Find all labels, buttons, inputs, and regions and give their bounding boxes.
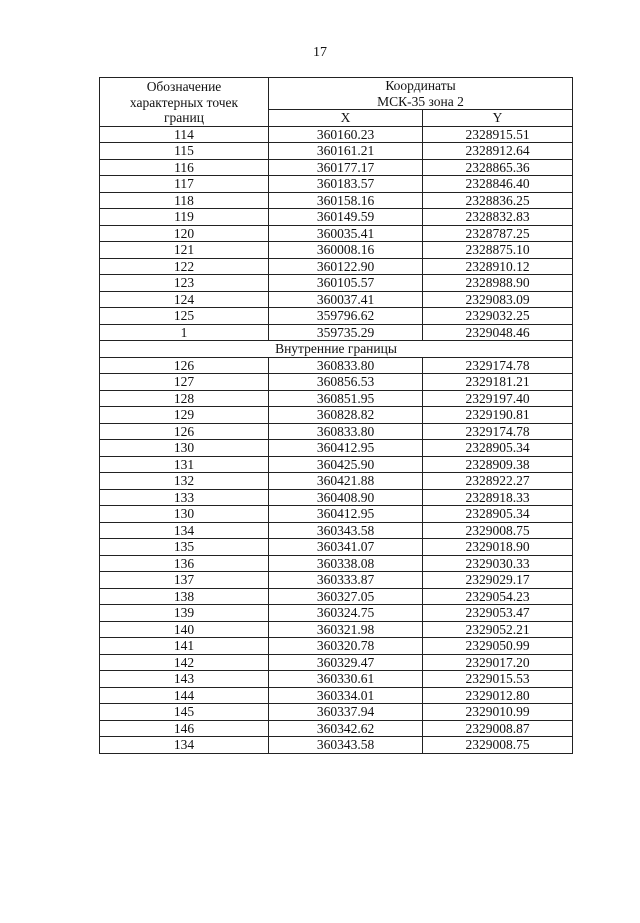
y-cell: 2329017.20 <box>423 654 573 671</box>
table-row <box>100 605 573 622</box>
y-cell: 2328909.38 <box>423 456 573 473</box>
x-cell: 360342.62 <box>269 720 423 737</box>
y-cell: 2328865.36 <box>423 159 573 176</box>
point-id-cell: 126 <box>100 357 269 374</box>
table-row <box>100 242 573 259</box>
point-id-cell: 129 <box>100 407 269 424</box>
point-id-cell: 136 <box>100 555 269 572</box>
coords-header <box>269 78 573 110</box>
point-id-cell: 137 <box>100 572 269 589</box>
point-id-cell: 140 <box>100 621 269 638</box>
y-cell: 2328846.40 <box>423 176 573 193</box>
point-id-cell: 130 <box>100 506 269 523</box>
x-cell: 360408.90 <box>269 489 423 506</box>
x-cell: 360412.95 <box>269 506 423 523</box>
point-id-cell: 124 <box>100 291 269 308</box>
table-row <box>100 506 573 523</box>
table-row <box>100 126 573 143</box>
point-id-cell: 117 <box>100 176 269 193</box>
table-row <box>100 291 573 308</box>
point-id-cell: 125 <box>100 308 269 325</box>
point-id-cell: 127 <box>100 374 269 391</box>
x-cell: 360008.16 <box>269 242 423 259</box>
table-row <box>100 638 573 655</box>
table-row <box>100 671 573 688</box>
y-cell: 2329029.17 <box>423 572 573 589</box>
y-cell: 2329174.78 <box>423 423 573 440</box>
x-cell: 360330.61 <box>269 671 423 688</box>
y-cell: 2328915.51 <box>423 126 573 143</box>
x-cell: 360338.08 <box>269 555 423 572</box>
table-row <box>100 588 573 605</box>
y-cell: 2329083.09 <box>423 291 573 308</box>
point-id-cell: 1 <box>100 324 269 341</box>
y-cell: 2329190.81 <box>423 407 573 424</box>
table-row <box>100 456 573 473</box>
x-cell: 360333.87 <box>269 572 423 589</box>
point-id-cell: 138 <box>100 588 269 605</box>
table-row <box>100 209 573 226</box>
x-cell: 360324.75 <box>269 605 423 622</box>
x-cell: 359735.29 <box>269 324 423 341</box>
point-id-cell: 123 <box>100 275 269 292</box>
point-id-cell: 118 <box>100 192 269 209</box>
point-id-cell: 115 <box>100 143 269 160</box>
point-id-cell: 141 <box>100 638 269 655</box>
table-row <box>100 555 573 572</box>
x-cell: 360343.58 <box>269 737 423 754</box>
point-id-cell: 145 <box>100 704 269 721</box>
x-cell: 360035.41 <box>269 225 423 242</box>
point-label-line-2: характерных точек <box>129 94 239 110</box>
y-cell: 2329174.78 <box>423 357 573 374</box>
point-id-cell: 133 <box>100 489 269 506</box>
table-row <box>100 654 573 671</box>
table-row <box>100 687 573 704</box>
table-row <box>100 704 573 721</box>
x-cell: 360122.90 <box>269 258 423 275</box>
y-cell: 2329010.99 <box>423 704 573 721</box>
table-row <box>100 539 573 556</box>
y-cell: 2329181.21 <box>423 374 573 391</box>
x-cell: 360105.57 <box>269 275 423 292</box>
y-cell: 2328912.64 <box>423 143 573 160</box>
table-row <box>100 308 573 325</box>
section-title: Внутренние границы <box>100 341 573 358</box>
y-cell: 2328836.25 <box>423 192 573 209</box>
x-cell: 360412.95 <box>269 440 423 457</box>
coordinates-table <box>99 77 573 754</box>
section-row-group <box>100 341 573 358</box>
x-cell: 360856.53 <box>269 374 423 391</box>
table-row <box>100 192 573 209</box>
point-label-header <box>100 78 269 127</box>
y-cell: 2328922.27 <box>423 473 573 490</box>
x-cell: 360343.58 <box>269 522 423 539</box>
x-cell: 360334.01 <box>269 687 423 704</box>
y-cell: 2328832.83 <box>423 209 573 226</box>
x-cell: 360177.17 <box>269 159 423 176</box>
x-cell: 360320.78 <box>269 638 423 655</box>
y-cell: 2329008.87 <box>423 720 573 737</box>
y-cell: 2329050.99 <box>423 638 573 655</box>
y-cell: 2328787.25 <box>423 225 573 242</box>
point-id-cell: 132 <box>100 473 269 490</box>
y-cell: 2329008.75 <box>423 522 573 539</box>
point-id-cell: 131 <box>100 456 269 473</box>
table-row <box>100 258 573 275</box>
point-id-cell: 135 <box>100 539 269 556</box>
point-id-cell: 134 <box>100 522 269 539</box>
y-cell: 2329053.47 <box>423 605 573 622</box>
x-cell: 360160.23 <box>269 126 423 143</box>
point-id-cell: 134 <box>100 737 269 754</box>
x-cell: 360833.80 <box>269 423 423 440</box>
point-id-cell: 120 <box>100 225 269 242</box>
x-cell: 360329.47 <box>269 654 423 671</box>
x-cell: 360833.80 <box>269 357 423 374</box>
y-cell: 2328988.90 <box>423 275 573 292</box>
table-header <box>100 78 573 127</box>
point-id-cell: 143 <box>100 671 269 688</box>
table-row <box>100 159 573 176</box>
y-cell: 2329030.33 <box>423 555 573 572</box>
point-id-cell: 119 <box>100 209 269 226</box>
x-cell: 360421.88 <box>269 473 423 490</box>
table-row <box>100 423 573 440</box>
table-row <box>100 440 573 457</box>
coords-system: МСК-35 зона 2 <box>377 93 464 109</box>
point-label-line-1: Обозначение <box>146 79 222 94</box>
y-cell: 2328905.34 <box>423 440 573 457</box>
table-row <box>100 275 573 292</box>
table-row <box>100 522 573 539</box>
coords-title: Координаты <box>385 78 456 93</box>
x-cell: 360161.21 <box>269 143 423 160</box>
point-id-cell: 126 <box>100 423 269 440</box>
x-cell: 360149.59 <box>269 209 423 226</box>
y-cell: 2329052.21 <box>423 621 573 638</box>
x-cell: 360851.95 <box>269 390 423 407</box>
point-id-cell: 128 <box>100 390 269 407</box>
table-row <box>100 572 573 589</box>
point-id-cell: 146 <box>100 720 269 737</box>
y-cell: 2329032.25 <box>423 308 573 325</box>
table-row <box>100 225 573 242</box>
table-row <box>100 374 573 391</box>
y-cell: 2329008.75 <box>423 737 573 754</box>
table-row <box>100 737 573 754</box>
point-id-cell: 142 <box>100 654 269 671</box>
x-cell: 360425.90 <box>269 456 423 473</box>
y-cell: 2328918.33 <box>423 489 573 506</box>
x-cell: 360327.05 <box>269 588 423 605</box>
table-row <box>100 407 573 424</box>
point-id-cell: 122 <box>100 258 269 275</box>
x-cell: 360337.94 <box>269 704 423 721</box>
page-number: 17 <box>313 45 327 60</box>
table-row <box>100 143 573 160</box>
point-id-cell: 116 <box>100 159 269 176</box>
y-cell: 2329018.90 <box>423 539 573 556</box>
point-id-cell: 139 <box>100 605 269 622</box>
x-cell: 360341.07 <box>269 539 423 556</box>
y-cell: 2329197.40 <box>423 390 573 407</box>
point-id-cell: 121 <box>100 242 269 259</box>
y-cell: 2329048.46 <box>423 324 573 341</box>
y-cell: 2329015.53 <box>423 671 573 688</box>
table-row <box>100 720 573 737</box>
table-row <box>100 473 573 490</box>
y-cell: 2328910.12 <box>423 258 573 275</box>
x-cell: 360183.57 <box>269 176 423 193</box>
x-cell: 360158.16 <box>269 192 423 209</box>
x-cell: 360037.41 <box>269 291 423 308</box>
outer-boundary-rows <box>100 126 573 341</box>
y-cell: 2329012.80 <box>423 687 573 704</box>
x-cell: 359796.62 <box>269 308 423 325</box>
y-column-header: Y <box>423 110 573 127</box>
x-cell: 360828.82 <box>269 407 423 424</box>
inner-boundary-rows <box>100 357 573 753</box>
table-row <box>100 489 573 506</box>
table-row <box>100 621 573 638</box>
point-label-line-3: границ <box>164 110 204 125</box>
point-id-cell: 144 <box>100 687 269 704</box>
y-cell: 2328905.34 <box>423 506 573 523</box>
section-row <box>100 341 573 358</box>
table-row <box>100 357 573 374</box>
point-id-cell: 114 <box>100 126 269 143</box>
table-row <box>100 176 573 193</box>
x-column-header: X <box>269 110 423 127</box>
table-row <box>100 390 573 407</box>
table-row <box>100 324 573 341</box>
point-id-cell: 130 <box>100 440 269 457</box>
y-cell: 2329054.23 <box>423 588 573 605</box>
x-cell: 360321.98 <box>269 621 423 638</box>
y-cell: 2328875.10 <box>423 242 573 259</box>
